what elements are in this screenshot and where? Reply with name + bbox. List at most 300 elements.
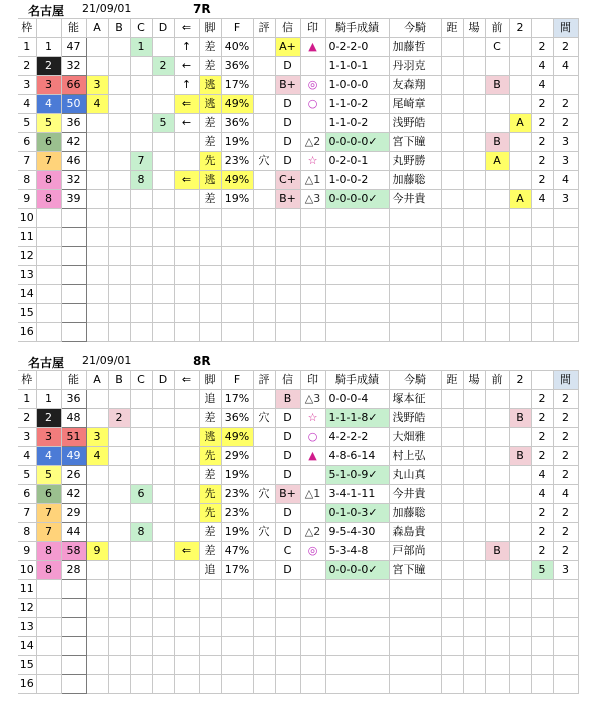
f-cell: 49% (221, 95, 253, 114)
x-cell: 2 (531, 428, 553, 447)
mark-cell (300, 57, 325, 76)
header-cell: 信 (275, 371, 300, 390)
mark-cell (300, 675, 325, 694)
a-cell (86, 523, 108, 542)
header-cell: A (86, 19, 108, 38)
distance-cell (441, 409, 463, 428)
f-cell: 40% (221, 38, 253, 57)
header-cell: 脚 (199, 19, 221, 38)
row-number: 10 (18, 209, 36, 228)
row-number: 4 (18, 447, 36, 466)
mark-cell (300, 323, 325, 342)
distance-cell (441, 675, 463, 694)
row-number: 16 (18, 675, 36, 694)
interval-cell: 2 (553, 409, 578, 428)
shin-cell: D (275, 152, 300, 171)
venue-label: 名古屋 (28, 4, 65, 18)
waku-cell: 2 (36, 57, 61, 76)
a-cell (86, 580, 108, 599)
ability-cell: 36 (61, 114, 86, 133)
hyo-cell (253, 504, 275, 523)
hyo-cell (253, 675, 275, 694)
interval-cell (553, 599, 578, 618)
table-row (18, 523, 578, 542)
current-jockey-cell (389, 285, 441, 304)
d-cell (152, 504, 174, 523)
ability-cell: 42 (61, 485, 86, 504)
b-cell (108, 304, 130, 323)
track-cell (463, 390, 485, 409)
a-cell (86, 485, 108, 504)
jockey-record-cell (325, 228, 389, 247)
d-cell: 5 (152, 114, 174, 133)
f-cell: 19% (221, 466, 253, 485)
waku-cell: 8 (36, 561, 61, 580)
interval-cell (553, 247, 578, 266)
c-cell (130, 409, 152, 428)
waku-cell (36, 580, 61, 599)
header-cell: 前 (485, 371, 509, 390)
previous-cell (485, 95, 509, 114)
jockey-record-cell: 5-3-4-8 (325, 542, 389, 561)
current-jockey-cell (389, 599, 441, 618)
jockey-record-cell: 1-1-1-8✓ (325, 409, 389, 428)
previous-cell: C (485, 38, 509, 57)
d-cell (152, 675, 174, 694)
f-cell: 17% (221, 390, 253, 409)
previous-cell (485, 561, 509, 580)
ability-cell: 48 (61, 409, 86, 428)
table-row (18, 247, 578, 266)
leg-cell: 差 (199, 523, 221, 542)
b-cell (108, 523, 130, 542)
f-cell (221, 285, 253, 304)
b-cell (108, 637, 130, 656)
mark-cell (300, 304, 325, 323)
interval-cell (553, 285, 578, 304)
previous-cell (485, 57, 509, 76)
row-number: 5 (18, 114, 36, 133)
header-cell: 脚 (199, 371, 221, 390)
d-cell (152, 152, 174, 171)
header-row (18, 371, 578, 390)
track-cell (463, 618, 485, 637)
jockey-record-cell (325, 637, 389, 656)
distance-cell (441, 447, 463, 466)
shin-cell: D (275, 447, 300, 466)
row-number: 7 (18, 152, 36, 171)
table-row (18, 76, 578, 95)
waku-cell: 1 (36, 38, 61, 57)
f-cell: 49% (221, 171, 253, 190)
jockey-record-cell (325, 580, 389, 599)
hyo-cell (253, 580, 275, 599)
b-cell (108, 675, 130, 694)
second-cell (509, 133, 531, 152)
previous-cell (485, 580, 509, 599)
second-cell (509, 76, 531, 95)
track-cell (463, 485, 485, 504)
previous-cell: A (485, 152, 509, 171)
leg-cell: 先 (199, 152, 221, 171)
interval-cell: 2 (553, 428, 578, 447)
row-number: 1 (18, 390, 36, 409)
arrow-cell (174, 152, 199, 171)
x-cell (531, 247, 553, 266)
d-cell (152, 76, 174, 95)
second-cell (509, 675, 531, 694)
previous-cell (485, 523, 509, 542)
hyo-cell: 穴 (253, 152, 275, 171)
ability-cell (61, 675, 86, 694)
c-cell (130, 304, 152, 323)
current-jockey-cell (389, 580, 441, 599)
shin-cell (275, 209, 300, 228)
current-jockey-cell: 村上弘 (389, 447, 441, 466)
d-cell (152, 304, 174, 323)
arrow-cell (174, 285, 199, 304)
hyo-cell (253, 209, 275, 228)
second-cell: B (509, 409, 531, 428)
table-row (18, 618, 578, 637)
jockey-record-cell (325, 618, 389, 637)
f-cell (221, 209, 253, 228)
current-jockey-cell (389, 266, 441, 285)
second-cell (509, 266, 531, 285)
d-cell (152, 485, 174, 504)
ability-cell: 47 (61, 38, 86, 57)
table-row (18, 599, 578, 618)
jockey-record-cell (325, 247, 389, 266)
b-cell (108, 266, 130, 285)
header-cell: 印 (300, 371, 325, 390)
interval-cell: 2 (553, 542, 578, 561)
ability-cell (61, 285, 86, 304)
row-number: 10 (18, 561, 36, 580)
mark-cell (300, 637, 325, 656)
leg-cell (199, 266, 221, 285)
header-cell: B (108, 19, 130, 38)
f-cell (221, 304, 253, 323)
second-cell (509, 228, 531, 247)
interval-cell: 4 (553, 485, 578, 504)
distance-cell (441, 285, 463, 304)
header-cell: A (86, 371, 108, 390)
a-cell (86, 504, 108, 523)
interval-cell: 3 (553, 561, 578, 580)
distance-cell (441, 428, 463, 447)
ability-cell (61, 304, 86, 323)
waku-cell (36, 656, 61, 675)
arrow-cell (174, 504, 199, 523)
current-jockey-cell: 尾崎章 (389, 95, 441, 114)
shin-cell (275, 285, 300, 304)
distance-cell (441, 228, 463, 247)
mark-cell: △2 (300, 523, 325, 542)
c-cell (130, 57, 152, 76)
jockey-record-cell: 1-0-0-0 (325, 76, 389, 95)
c-cell (130, 323, 152, 342)
distance-cell (441, 485, 463, 504)
interval-cell (553, 637, 578, 656)
shin-cell: B+ (275, 190, 300, 209)
hyo-cell (253, 304, 275, 323)
table-row (18, 38, 578, 57)
track-cell (463, 304, 485, 323)
header-cell: 距 (441, 19, 463, 38)
arrow-cell: ⇐ (174, 95, 199, 114)
distance-cell (441, 266, 463, 285)
row-number: 3 (18, 428, 36, 447)
row-number: 2 (18, 57, 36, 76)
b-cell (108, 466, 130, 485)
waku-cell: 4 (36, 447, 61, 466)
interval-cell (553, 266, 578, 285)
ability-cell (61, 599, 86, 618)
previous-cell (485, 618, 509, 637)
x-cell: 4 (531, 466, 553, 485)
current-jockey-cell (389, 675, 441, 694)
ability-cell (61, 580, 86, 599)
arrow-cell: ← (174, 57, 199, 76)
c-cell (130, 561, 152, 580)
a-cell (86, 561, 108, 580)
jockey-record-cell: 0-0-0-0✓ (325, 133, 389, 152)
a-cell (86, 285, 108, 304)
jockey-record-cell (325, 323, 389, 342)
waku-cell (36, 285, 61, 304)
x-cell: 2 (531, 504, 553, 523)
race-number: 7R (193, 2, 211, 16)
jockey-record-cell (325, 675, 389, 694)
previous-cell (485, 247, 509, 266)
hyo-cell (253, 466, 275, 485)
header-cell: 2 (509, 371, 531, 390)
table-row (18, 637, 578, 656)
leg-cell: 差 (199, 57, 221, 76)
waku-cell (36, 675, 61, 694)
header-cell: 能 (61, 19, 86, 38)
track-cell (463, 466, 485, 485)
table-row (18, 285, 578, 304)
second-cell (509, 523, 531, 542)
shin-cell: D (275, 95, 300, 114)
leg-cell (199, 304, 221, 323)
ability-cell (61, 323, 86, 342)
table-row (18, 114, 578, 133)
ability-cell (61, 266, 86, 285)
track-cell (463, 209, 485, 228)
distance-cell (441, 504, 463, 523)
shin-cell: C (275, 542, 300, 561)
distance-cell (441, 209, 463, 228)
x-cell (531, 599, 553, 618)
race-sheet (18, 370, 579, 694)
distance-cell (441, 247, 463, 266)
ability-cell: 42 (61, 133, 86, 152)
interval-cell: 3 (553, 190, 578, 209)
row-number: 2 (18, 409, 36, 428)
c-cell (130, 599, 152, 618)
a-cell (86, 114, 108, 133)
table-row (18, 209, 578, 228)
table-row (18, 304, 578, 323)
a-cell (86, 618, 108, 637)
f-cell: 17% (221, 561, 253, 580)
header-cell (36, 371, 61, 390)
waku-cell: 8 (36, 542, 61, 561)
distance-cell (441, 390, 463, 409)
race-number: 8R (193, 354, 211, 368)
current-jockey-cell: 丸山真 (389, 466, 441, 485)
interval-cell (553, 304, 578, 323)
row-number: 15 (18, 304, 36, 323)
hyo-cell (253, 190, 275, 209)
ability-cell: 26 (61, 466, 86, 485)
track-cell (463, 656, 485, 675)
x-cell: 5 (531, 561, 553, 580)
previous-cell (485, 466, 509, 485)
b-cell (108, 504, 130, 523)
arrow-cell (174, 561, 199, 580)
leg-cell (199, 209, 221, 228)
leg-cell: 追 (199, 561, 221, 580)
c-cell: 8 (130, 523, 152, 542)
x-cell: 2 (531, 523, 553, 542)
ability-cell (61, 618, 86, 637)
b-cell (108, 228, 130, 247)
second-cell (509, 504, 531, 523)
x-cell (531, 304, 553, 323)
arrow-cell (174, 209, 199, 228)
header-cell: 印 (300, 19, 325, 38)
previous-cell (485, 599, 509, 618)
track-cell (463, 57, 485, 76)
b-cell (108, 57, 130, 76)
waku-cell (36, 228, 61, 247)
current-jockey-cell: 戸部尚 (389, 542, 441, 561)
leg-cell: 差 (199, 409, 221, 428)
header-row (18, 19, 578, 38)
row-number: 11 (18, 228, 36, 247)
second-cell (509, 637, 531, 656)
hyo-cell (253, 95, 275, 114)
b-cell (108, 390, 130, 409)
x-cell: 4 (531, 76, 553, 95)
b-cell (108, 95, 130, 114)
jockey-record-cell: 9-5-4-30 (325, 523, 389, 542)
interval-cell (553, 580, 578, 599)
header-cell: C (130, 371, 152, 390)
track-cell (463, 228, 485, 247)
arrow-cell (174, 580, 199, 599)
distance-cell (441, 523, 463, 542)
b-cell (108, 447, 130, 466)
distance-cell (441, 57, 463, 76)
x-cell (531, 228, 553, 247)
f-cell (221, 247, 253, 266)
row-number: 7 (18, 504, 36, 523)
row-number: 9 (18, 542, 36, 561)
header-cell: 枠 (18, 371, 36, 390)
header-cell: B (108, 371, 130, 390)
current-jockey-cell: 浅野皓 (389, 409, 441, 428)
previous-cell (485, 485, 509, 504)
distance-cell (441, 656, 463, 675)
previous-cell (485, 447, 509, 466)
row-number: 13 (18, 618, 36, 637)
mark-cell (300, 504, 325, 523)
current-jockey-cell: 加藤聡 (389, 171, 441, 190)
row-number: 1 (18, 38, 36, 57)
track-cell (463, 523, 485, 542)
distance-cell (441, 76, 463, 95)
ability-cell: 32 (61, 171, 86, 190)
track-cell (463, 599, 485, 618)
c-cell (130, 390, 152, 409)
track-cell (463, 580, 485, 599)
d-cell (152, 542, 174, 561)
f-cell (221, 580, 253, 599)
row-number: 13 (18, 266, 36, 285)
arrow-cell: ⇐ (174, 171, 199, 190)
second-cell (509, 323, 531, 342)
x-cell (531, 656, 553, 675)
arrow-cell (174, 523, 199, 542)
table-row (18, 57, 578, 76)
f-cell: 19% (221, 523, 253, 542)
leg-cell: 逃 (199, 428, 221, 447)
a-cell: 3 (86, 428, 108, 447)
current-jockey-cell: 塚本征 (389, 390, 441, 409)
interval-cell (553, 209, 578, 228)
track-cell (463, 171, 485, 190)
waku-cell: 3 (36, 76, 61, 95)
jockey-record-cell: 0-1-0-3✓ (325, 504, 389, 523)
second-cell (509, 485, 531, 504)
hyo-cell (253, 285, 275, 304)
c-cell (130, 247, 152, 266)
f-cell: 19% (221, 133, 253, 152)
waku-cell (36, 304, 61, 323)
jockey-record-cell: 5-1-0-9✓ (325, 466, 389, 485)
mark-cell: ○ (300, 95, 325, 114)
row-number: 6 (18, 485, 36, 504)
arrow-cell (174, 675, 199, 694)
f-cell: 29% (221, 447, 253, 466)
header-cell: F (221, 371, 253, 390)
distance-cell (441, 171, 463, 190)
hyo-cell: 穴 (253, 523, 275, 542)
current-jockey-cell: 丹羽克 (389, 57, 441, 76)
shin-cell: D (275, 409, 300, 428)
header-cell: 今騎 (389, 371, 441, 390)
arrow-cell (174, 266, 199, 285)
a-cell: 4 (86, 95, 108, 114)
a-cell (86, 675, 108, 694)
row-number: 14 (18, 285, 36, 304)
mark-cell: ☆ (300, 152, 325, 171)
jockey-record-cell: 0-2-0-1 (325, 152, 389, 171)
second-cell: B (509, 447, 531, 466)
arrow-cell (174, 133, 199, 152)
hyo-cell (253, 133, 275, 152)
d-cell (152, 523, 174, 542)
waku-cell: 7 (36, 504, 61, 523)
b-cell (108, 323, 130, 342)
interval-cell (553, 76, 578, 95)
track-cell (463, 637, 485, 656)
